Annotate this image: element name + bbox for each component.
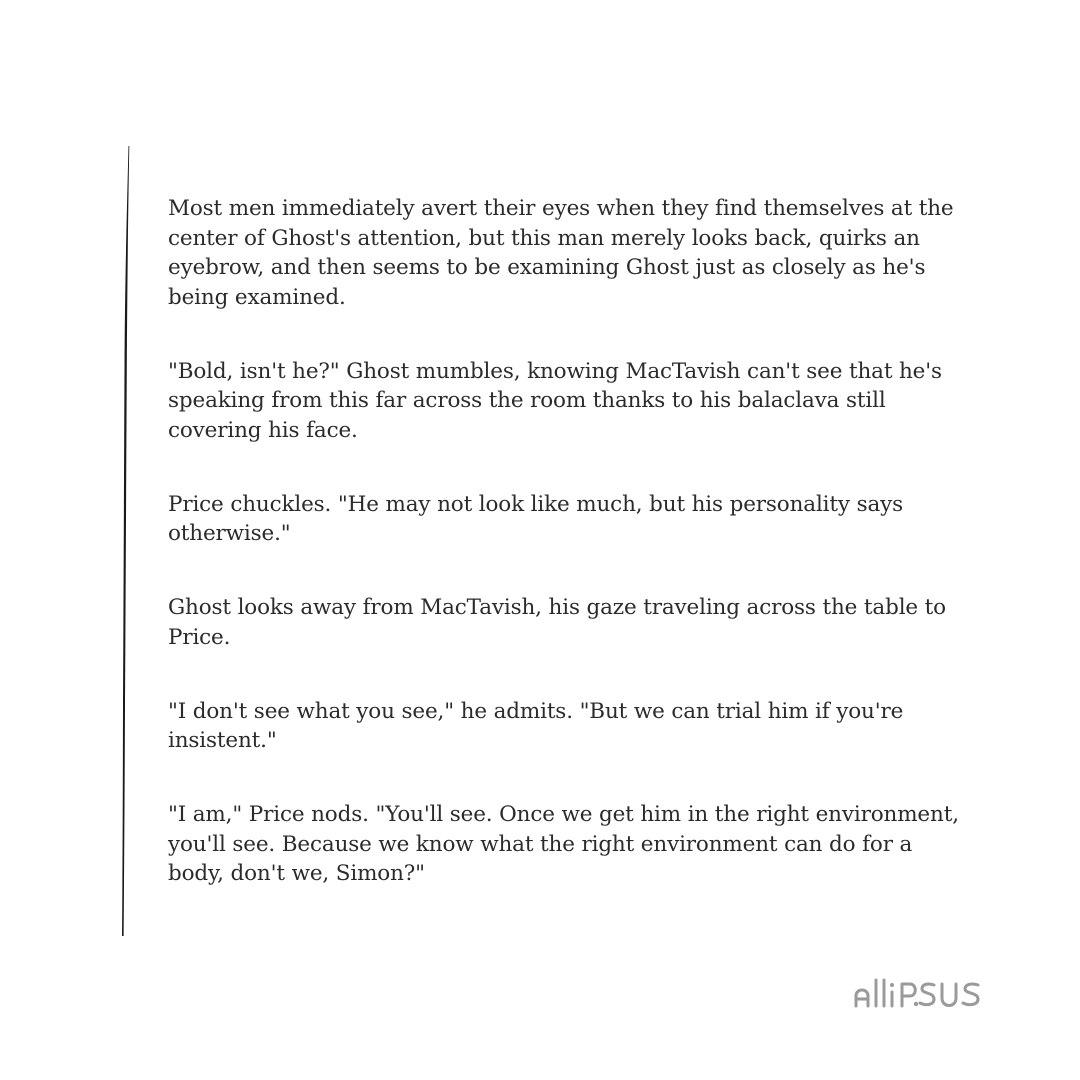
story-paragraph: Price chuckles. "He may not look like much, but his personality says otherwise."	[168, 491, 904, 546]
ellipsis-logo	[850, 972, 1010, 1016]
story-paragraph: Most men immediately avert their eyes when they find themselves at the center of Ghost's attention, but this man merely looks back, quirks an eyebrow, and then seems to be examining Ghost just as closely as he's being examined.	[168, 196, 954, 310]
story-paragraph: "I don't see what you see," he admits. "But we can trial him if you're insistent."	[168, 698, 904, 753]
story-paragraph: "Bold, isn't he?" Ghost mumbles, knowing MacTavish can't see that he's speaking from this far across the room thanks to his balaclava still covering his face.	[168, 358, 942, 443]
story-paragraph: "I am," Price nods. "You'll see. Once we get him in the right environment, you'll see. Because we know what the right environment can do for a body, don't we, Simon?"	[168, 802, 959, 886]
story-text	[168, 194, 968, 889]
story-paragraph: Ghost looks away from MacTavish, his gaze traveling across the table to Price.	[168, 595, 946, 650]
brush-stroke-divider	[118, 146, 134, 936]
